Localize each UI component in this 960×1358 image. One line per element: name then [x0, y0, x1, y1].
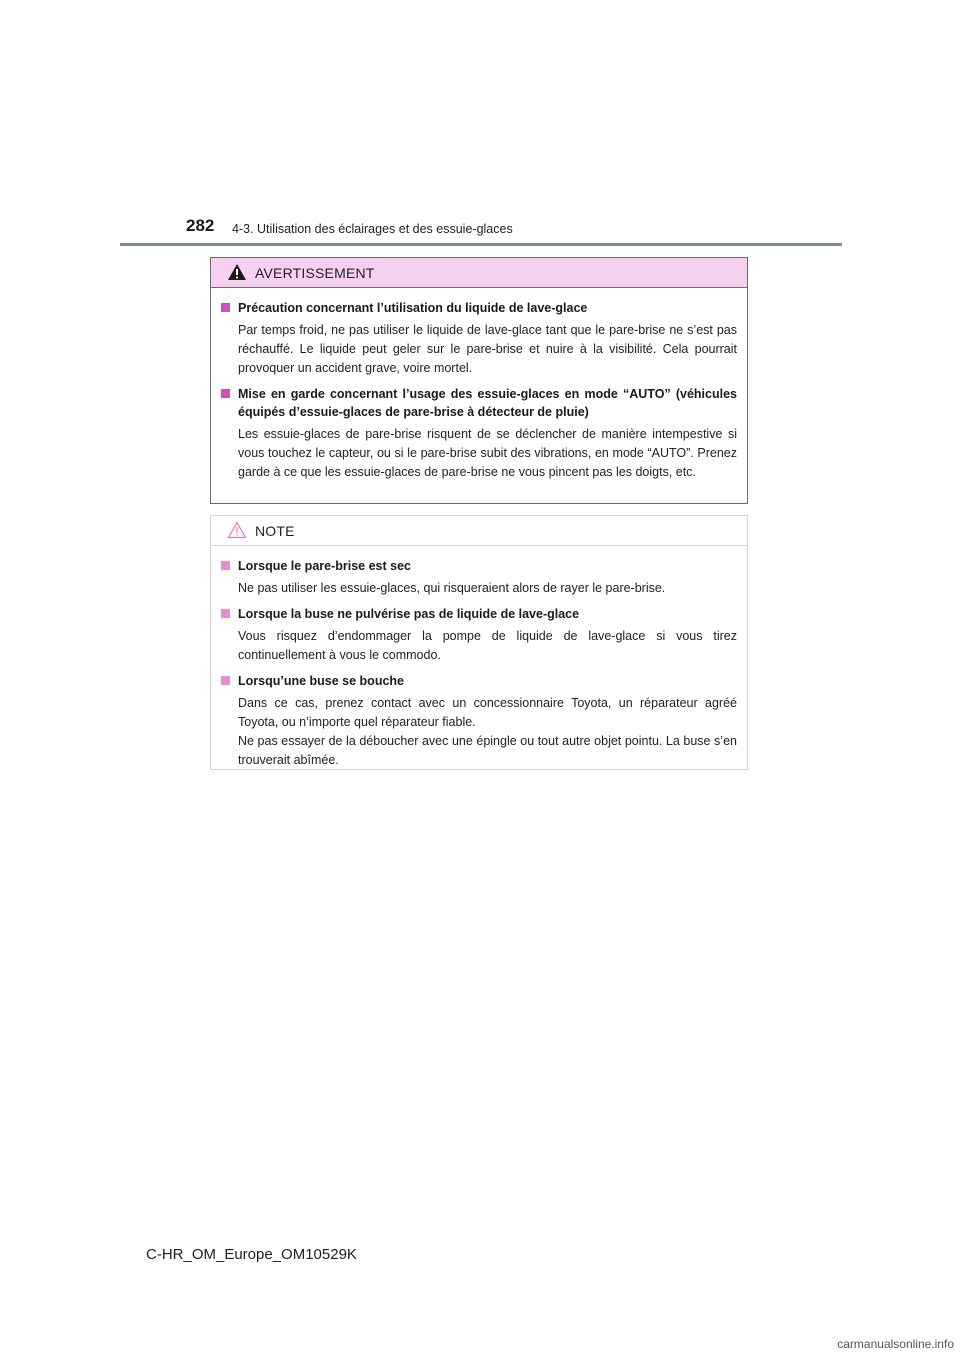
page-number: 282	[186, 216, 215, 235]
warning-label: AVERTISSEMENT	[255, 265, 375, 281]
note-item-title: Lorsque la buse ne pulvérise pas de liquide de lave-glace	[238, 607, 580, 621]
warning-item-text: Par temps froid, ne pas utiliser le liquide de lave-glace tant que le pare-brise ne s’est pas réchauffé. Le liquide peut geler sur le pare-brise et nuire à la visibilité. Cela pourrait provoquer un accident grave, voire mortel.	[238, 323, 737, 375]
warning-item-text: Les essuie-glaces de pare-brise risquent de se déclencher de manière intempestive si vous touchez le capteur, ou si le pare-brise subit des vibrations, en mode “AUTO”. Prenez garde à ce que les essuie-glaces de pare-brise ne vous pincent pas les doigts, etc.	[238, 427, 737, 479]
square-bullet-icon	[221, 389, 230, 398]
warning-item-title: Précaution concernant l’utilisation du liquide de lave-glace	[238, 301, 588, 315]
note-item-text: Dans ce cas, prenez contact avec un concessionnaire Toyota, un réparateur agréé Toyota, ou n’importe quel réparateur fiable. Ne pas essayer de la déboucher avec une épingle ou tout autre objet pointu. La buse s’en trouverait abîmée.	[238, 696, 737, 767]
note-item-title: Lorsque le pare-brise est sec	[238, 559, 411, 573]
note-item-title: Lorsqu’une buse se bouche	[238, 674, 404, 688]
header-rule	[120, 243, 842, 246]
note-item-text: Vous risquez d’endommager la pompe de liquide de lave-glace si vous tirez continuellement à vous le commodo.	[238, 629, 737, 662]
caution-triangle-outline-icon	[227, 521, 247, 539]
note-item	[221, 557, 737, 598]
note-item	[221, 672, 737, 770]
square-bullet-icon	[221, 561, 230, 570]
note-item	[221, 605, 737, 665]
note-item-text: Ne pas utiliser les essuie-glaces, qui risqueraient alors de rayer le pare-brise.	[238, 581, 666, 595]
note-body	[211, 546, 747, 770]
warning-header	[211, 258, 747, 288]
square-bullet-icon	[221, 609, 230, 618]
note-box	[210, 515, 748, 770]
document-code: C-HR_OM_Europe_OM10529K	[146, 1246, 357, 1263]
warning-box	[210, 257, 748, 504]
warning-item	[221, 299, 737, 378]
section-title: 4-3. Utilisation des éclairages et des essuie-glaces	[232, 222, 513, 236]
square-bullet-icon	[221, 303, 230, 312]
watermark: carmanualsonline.info	[837, 1337, 954, 1351]
warning-item	[221, 385, 737, 482]
warning-triangle-icon	[227, 263, 247, 281]
note-label: NOTE	[255, 523, 295, 539]
square-bullet-icon	[221, 676, 230, 685]
warning-item-title: Mise en garde concernant l’usage des essuie-glaces en mode “AUTO” (véhicules équipés d’essuie-glaces de pare-brise à détecteur de pluie)	[238, 387, 737, 419]
note-header	[211, 516, 747, 546]
warning-body	[211, 288, 747, 482]
